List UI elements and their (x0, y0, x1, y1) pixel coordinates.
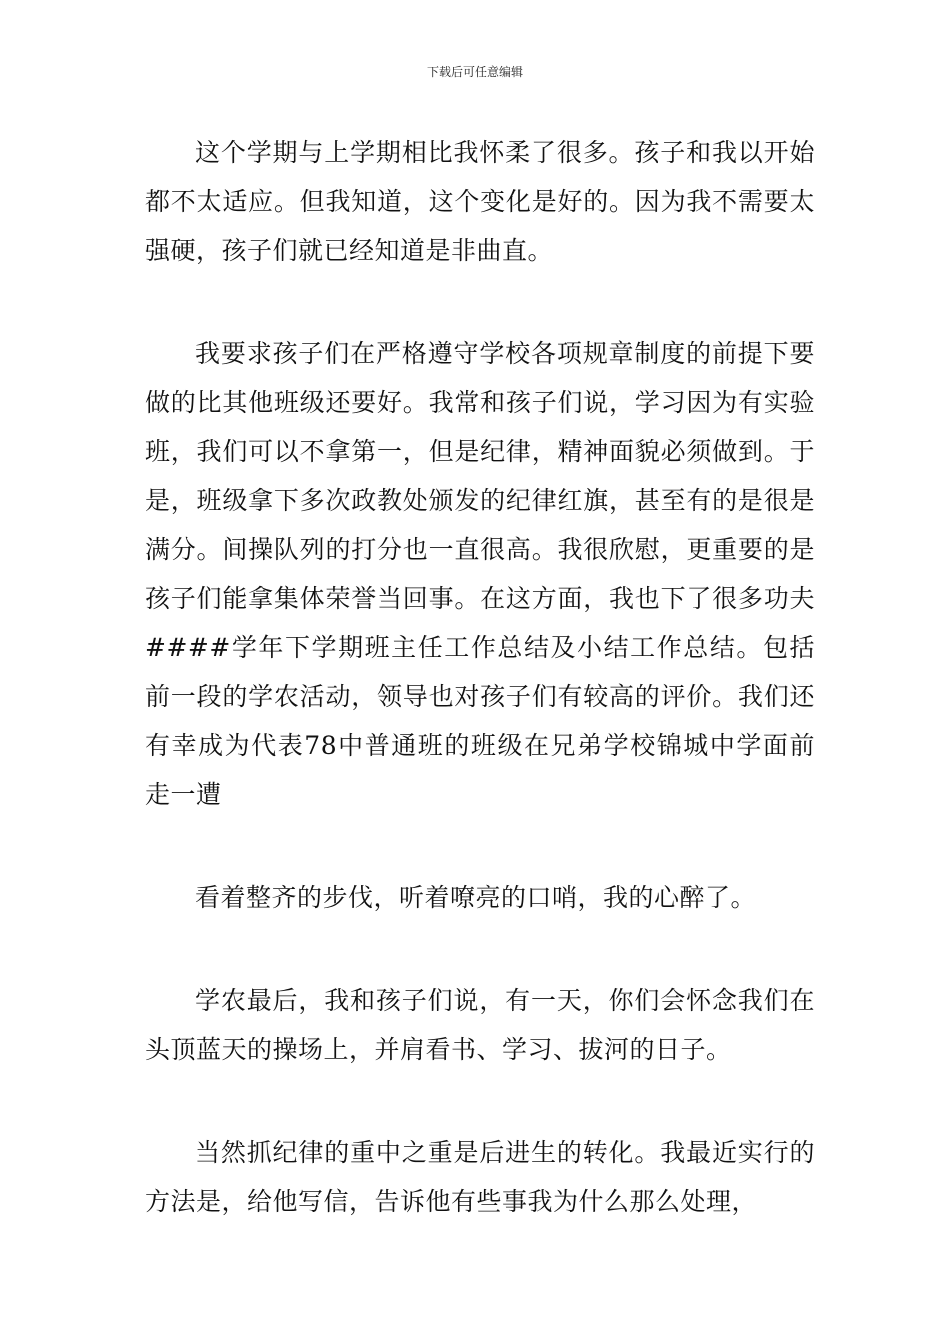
paragraph: 看着整齐的步伐，听着嘹亮的口哨，我的心醉了。 (195, 883, 757, 912)
paragraph: 这个学期与上学期相比我怀柔了很多。孩子和我以开始都不太适应。但我知道，这个变化是好的。因为我不需要太强硬，孩子们就已经知道是非曲直。 (145, 138, 815, 265)
document-body (145, 128, 815, 1226)
paragraph: 当然抓纪律的重中之重是后进生的转化。我最近实行的方法是，给他写信，告诉他有些事我为什么那么处理， (145, 1138, 815, 1216)
page-header: 下载后可任意编辑 (426, 65, 523, 79)
paragraph: 学农最后，我和孩子们说，有一天，你们会怀念我们在头顶蓝天的操场上，并肩看书、学习、拔河的日子。 (145, 986, 815, 1064)
paragraph: 我要求孩子们在严格遵守学校各项规章制度的前提下要做的比其他班级还要好。我常和孩子们说，学习因为有实验班，我们可以不拿第一，但是纪律，精神面貌必须做到。于是，班级拿下多次政教处颁发的纪律红旗，甚至有的是很是满分。间操队列的打分也一直很高。我很欣慰，更重要的是孩子们能拿集体荣誉当回事。在这方面，我也下了很多功夫####学年下学期班主任工作总结及小结工作总结。包括前一段的学农活动，领导也对孩子们有较高的评价。我们还有幸成为代表78中普通班的班级在兄弟学校锦城中学面前走一遭 (145, 339, 815, 809)
